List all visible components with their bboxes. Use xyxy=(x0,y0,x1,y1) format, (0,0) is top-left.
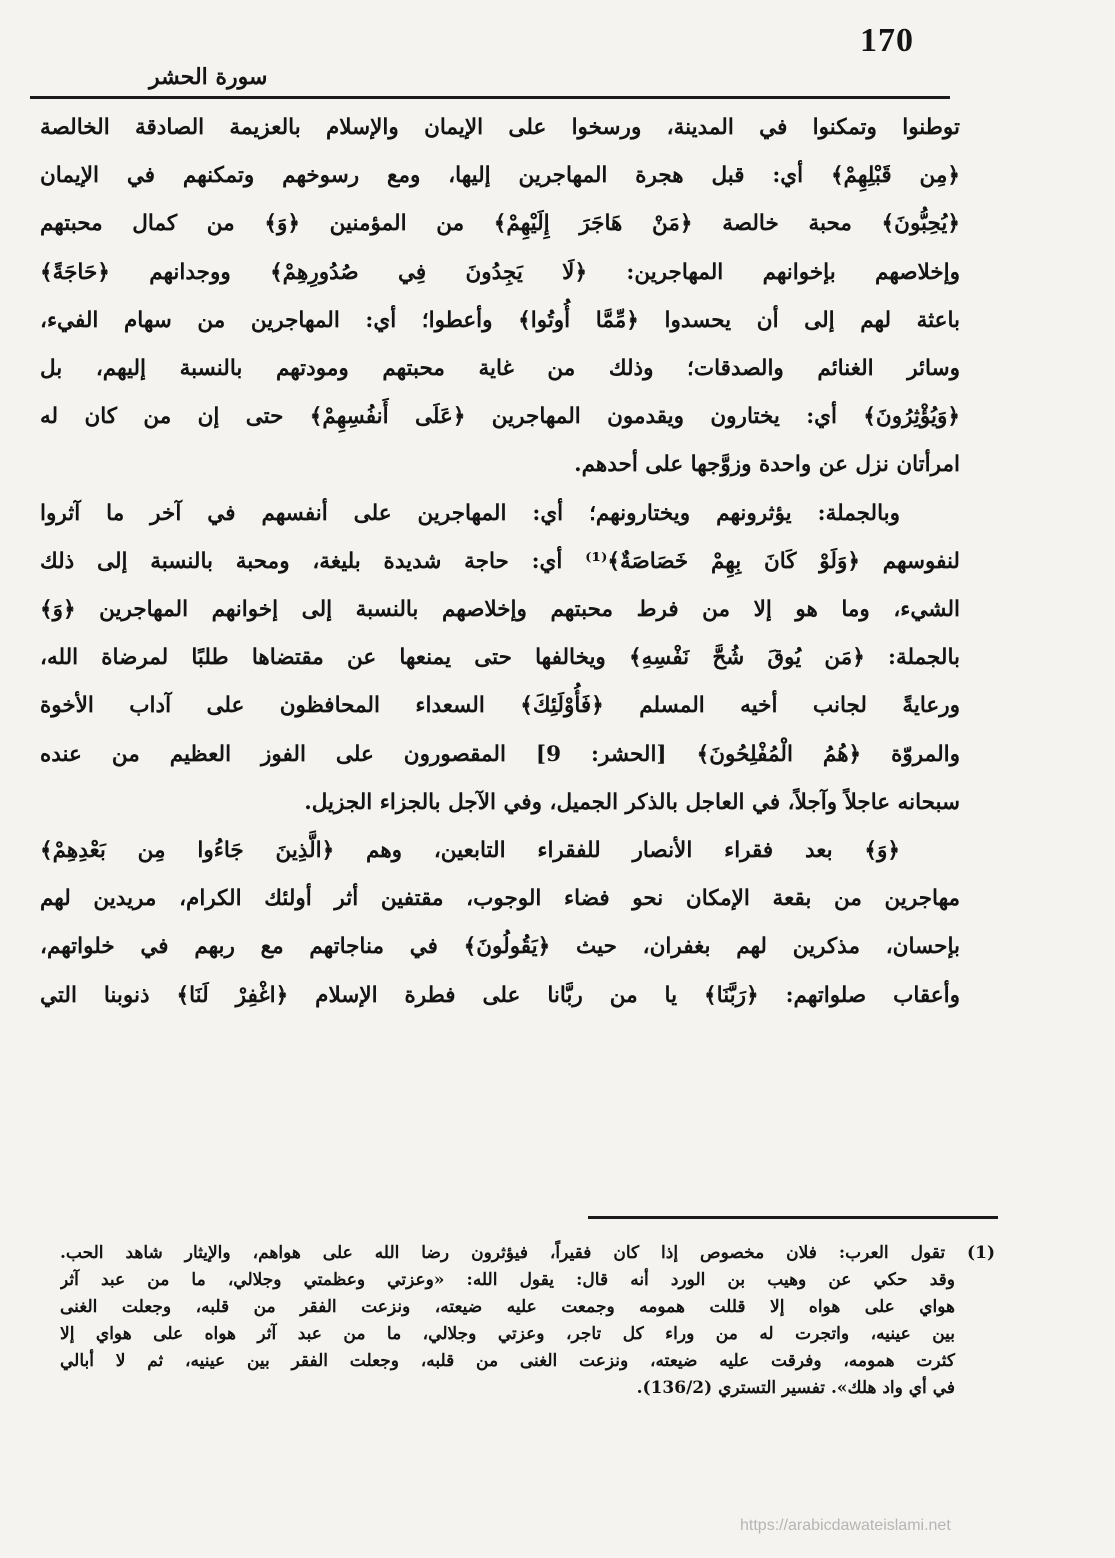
header-rule xyxy=(30,96,950,99)
body-line: باعثة لهم إلى أن يحسدوا ﴿مِّمَّا أُوتُوا﴾ وأعطوا؛ أي: المهاجرين من سهام الفيء، xyxy=(40,307,960,333)
footnote-line: بين عينيه، واتجرت له من وراء كل تاجر، وعزتي وجلالي، ما من عبد آثر هواه على هواي إلا xyxy=(60,1324,955,1344)
footnote-rule xyxy=(588,1216,998,1219)
body-line: وبالجملة: يؤثرونهم ويختارونهم؛ أي: المهاجرين على أنفسهم في آخر ما آثروا xyxy=(40,500,900,526)
page-number: 170 xyxy=(860,22,914,59)
body-text xyxy=(40,104,960,1020)
footnote-line: كثرت همومه، وفرقت عليه ضيعته، ونزعت الغنى من قلبه، وجعلت الفقر بين عينيه، ثم لا أبالي xyxy=(60,1351,955,1371)
body-line: وأعقاب صلواتهم: ﴿رَبَّنَا﴾ يا من ربَّانا على فطرة الإسلام ﴿اغْفِرْ لَنَا﴾ ذنوبنا التي xyxy=(40,982,960,1008)
footnote-line: وقد حكي عن وهيب بن الورد أنه قال: يقول الله: «وعزتي وعظمتي وجلالي، ما من عبد آثر xyxy=(60,1270,955,1290)
footnote-line: هواي على هواه إلا قللت همومه وجمعت عليه ضيعته، ونزعت الفقر من قلبه، وجعلت الغنى xyxy=(60,1297,955,1317)
footnote-line: في أي واد هلك». تفسير التستري (136/2). xyxy=(636,1378,955,1398)
body-line: توطنوا وتمكنوا في المدينة، ورسخوا على الإيمان والإسلام بالعزيمة الصادقة الخالصة xyxy=(40,115,960,140)
body-line: ﴿يُحِبُّونَ﴾ محبة خالصة ﴿مَنْ هَاجَرَ إِلَيْهِمْ﴾ من المؤمنين ﴿وَ﴾ من كمال محبتهم xyxy=(40,211,960,237)
body-line: ﴿مِن قَبْلِهِمْ﴾ أي: قبل هجرة المهاجرين إليها، ومع رسوخهم وتمكنهم في الإيمان xyxy=(40,163,960,189)
watermark: https://arabicdawateislami.net xyxy=(740,1517,951,1534)
footnotes xyxy=(60,1240,995,1402)
body-line: لنفوسهم ﴿وَلَوْ كَانَ بِهِمْ خَصَاصَةٌ﴾⁽¹⁾ أي: حاجة شديدة بليغة، ومحبة بالنسبة إلى ذلك xyxy=(40,548,960,574)
body-line: ورعايةً لجانب أخيه المسلم ﴿فَأُوْلَئِكَ﴾ السعداء المحافظون على آداب الأخوة xyxy=(40,693,960,719)
body-line: بالجملة: ﴿مَن يُوقَ شُحَّ نَفْسِهِ﴾ ويخالفها حتى يمنعها عن مقتضاها طلبًا لمرضاة الله، xyxy=(40,645,960,671)
body-line: ﴿وَ﴾ بعد فقراء الأنصار للفقراء التابعين، وهم ﴿الَّذِينَ جَاءُوا مِن بَعْدِهِمْ﴾ xyxy=(40,838,900,864)
body-line: وإخلاصهم بإخوانهم المهاجرين: ﴿لَا يَجِدُونَ فِي صُدُورِهِمْ﴾ ووجدانهم ﴿حَاجَةً﴾ xyxy=(40,259,960,285)
body-line: الشيء، وما هو إلا من فرط محبتهم وإخلاصهم بالنسبة إلى إخوانهم المهاجرين ﴿وَ﴾ xyxy=(40,597,960,623)
body-line: ﴿وَيُؤْثِرُونَ﴾ أي: يختارون ويقدمون المهاجرين ﴿عَلَى أَنفُسِهِمْ﴾ حتى إن من كان له xyxy=(40,404,960,430)
running-title: سورة الحشر xyxy=(149,64,268,90)
body-line: وسائر الغنائم والصدقات؛ وذلك من غاية محبتهم ومودتهم بالنسبة إليهم، بل xyxy=(40,356,960,382)
body-line: والمروّة ﴿هُمُ الْمُفْلِحُونَ﴾ [الحشر: 9] المقصورون على الفوز العظيم من عنده xyxy=(40,741,960,767)
body-line: سبحانه عاجلاً وآجلاً، في العاجل بالذكر الجميل، وفي الآجل بالجزاء الجزيل. xyxy=(304,789,960,815)
footnote-line: (1) تقول العرب: فلان مخصوص إذا كان فقيراً، فيؤثرون رضا الله على هواهم، والإيثار شاهد الحب. xyxy=(60,1243,995,1263)
body-line: امرأتان نزل عن واحدة وزوَّجها على أحدهم. xyxy=(574,452,960,478)
body-line: بإحسان، مذكرين لهم بغفران، حيث ﴿يَقُولُونَ﴾ في مناجاتهم مع ربهم في خلواتهم، xyxy=(40,934,960,960)
body-line: مهاجرين من بقعة الإمكان نحو فضاء الوجوب، مقتفين أثر أولئك الكرام، مريدين لهم xyxy=(40,886,960,912)
